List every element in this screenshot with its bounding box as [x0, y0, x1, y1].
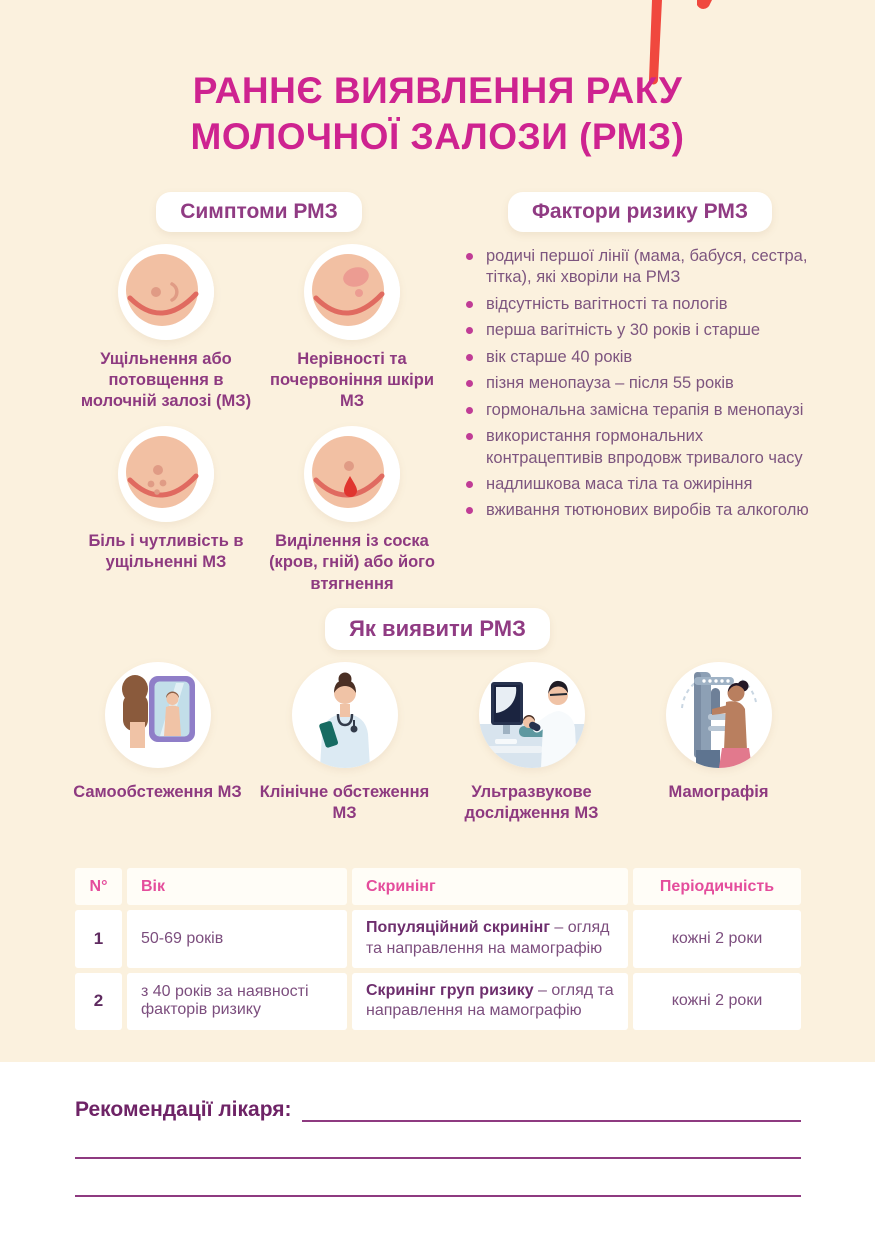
recommendations-section	[75, 1094, 801, 1197]
detection-methods	[64, 662, 812, 825]
write-in-line	[302, 1098, 801, 1122]
table-header-age: Вік	[127, 868, 347, 905]
risk-factors-section	[462, 192, 818, 527]
write-in-line	[75, 1157, 801, 1159]
risk-item: надлишкова маса тіла та ожиріння	[462, 474, 818, 495]
breast-pain-icon	[118, 426, 214, 522]
risk-item: пізня менопауза – після 55 років	[462, 373, 818, 394]
table-row-screening: Скринінг груп ризику – огляд та направлення на мамографію	[352, 973, 628, 1031]
page-title	[0, 68, 875, 160]
risk-item: відсутність вагітності та пологів	[462, 294, 818, 315]
risk-item: гормональна замісна терапія в менопаузі	[462, 400, 818, 421]
screening-table	[75, 868, 801, 1030]
table-header-screening: Скринінг	[352, 868, 628, 905]
symptom-item	[73, 426, 259, 594]
detection-item	[64, 662, 251, 825]
symptom-label: Виділення із соска (кров, гній) або його втягнення	[269, 532, 435, 593]
detection-label: Ультразвукове дослідження МЗ	[464, 783, 599, 823]
doctor-exam-icon	[292, 662, 398, 768]
symptoms-section	[73, 192, 445, 595]
table-header-num: N°	[75, 868, 122, 905]
table-row-screening: Популяційний скринінг – огляд та направлення на мамографію	[352, 910, 628, 968]
risk-item: родичі першої лінії (мама, бабуся, сестра, тітка), які хворіли на РМЗ	[462, 246, 818, 289]
detection-label: Мамографія	[668, 783, 769, 801]
breast-redness-icon	[304, 244, 400, 340]
risk-item: перша вагітність у 30 років і старше	[462, 320, 818, 341]
nipple-discharge-icon	[304, 426, 400, 522]
self-exam-mirror-icon	[105, 662, 211, 768]
symptom-label: Ущільнення або потовщення в молочній залозі (МЗ)	[80, 350, 252, 411]
symptom-item	[73, 244, 259, 412]
table-row-num: 2	[75, 973, 122, 1031]
risk-item: використання гормональних контрацептивів впродовж тривалого часу	[462, 426, 818, 469]
table-row-age: з 40 років за наявності факторів ризику	[127, 973, 347, 1031]
table-header-period: Періодичність	[633, 868, 801, 905]
symptoms-header: Симптоми РМЗ	[156, 192, 362, 232]
table-row-period: кожні 2 роки	[633, 910, 801, 968]
symptom-label: Біль і чутливість в ущільненні МЗ	[88, 532, 244, 572]
detection-label: Самообстеження МЗ	[73, 783, 242, 801]
symptom-label: Нерівності та почервоніння шкіри МЗ	[270, 350, 434, 411]
symptom-item	[259, 244, 445, 412]
symptom-item	[259, 426, 445, 594]
risk-factors-header: Фактори ризику РМЗ	[508, 192, 772, 232]
detection-header-pill: Як виявити РМЗ	[325, 608, 550, 650]
detection-item	[438, 662, 625, 825]
detection-item	[251, 662, 438, 825]
detection-label: Клінічне обстеження МЗ	[259, 783, 430, 823]
table-row-period: кожні 2 роки	[633, 973, 801, 1031]
risk-item: вік старше 40 років	[462, 347, 818, 368]
risk-factors-list	[462, 246, 818, 522]
risk-item: вживання тютюнових виробів та алкоголю	[462, 500, 818, 521]
page-title-line2: МОЛОЧНОЇ ЗАЛОЗИ (РМЗ)	[190, 115, 685, 157]
mammography-icon	[666, 662, 772, 768]
page-title-line1: РАННЄ ВИЯВЛЕННЯ РАКУ	[192, 70, 683, 111]
recommendations-label: Рекомендації лікаря:	[75, 1098, 292, 1121]
symptoms-grid	[73, 244, 445, 595]
write-in-line	[75, 1195, 801, 1197]
breast-lump-icon	[118, 244, 214, 340]
detection-item	[625, 662, 812, 825]
table-row-num: 1	[75, 910, 122, 968]
table-row-age: 50-69 років	[127, 910, 347, 968]
detection-section-header	[0, 608, 875, 650]
ultrasound-icon	[479, 662, 585, 768]
